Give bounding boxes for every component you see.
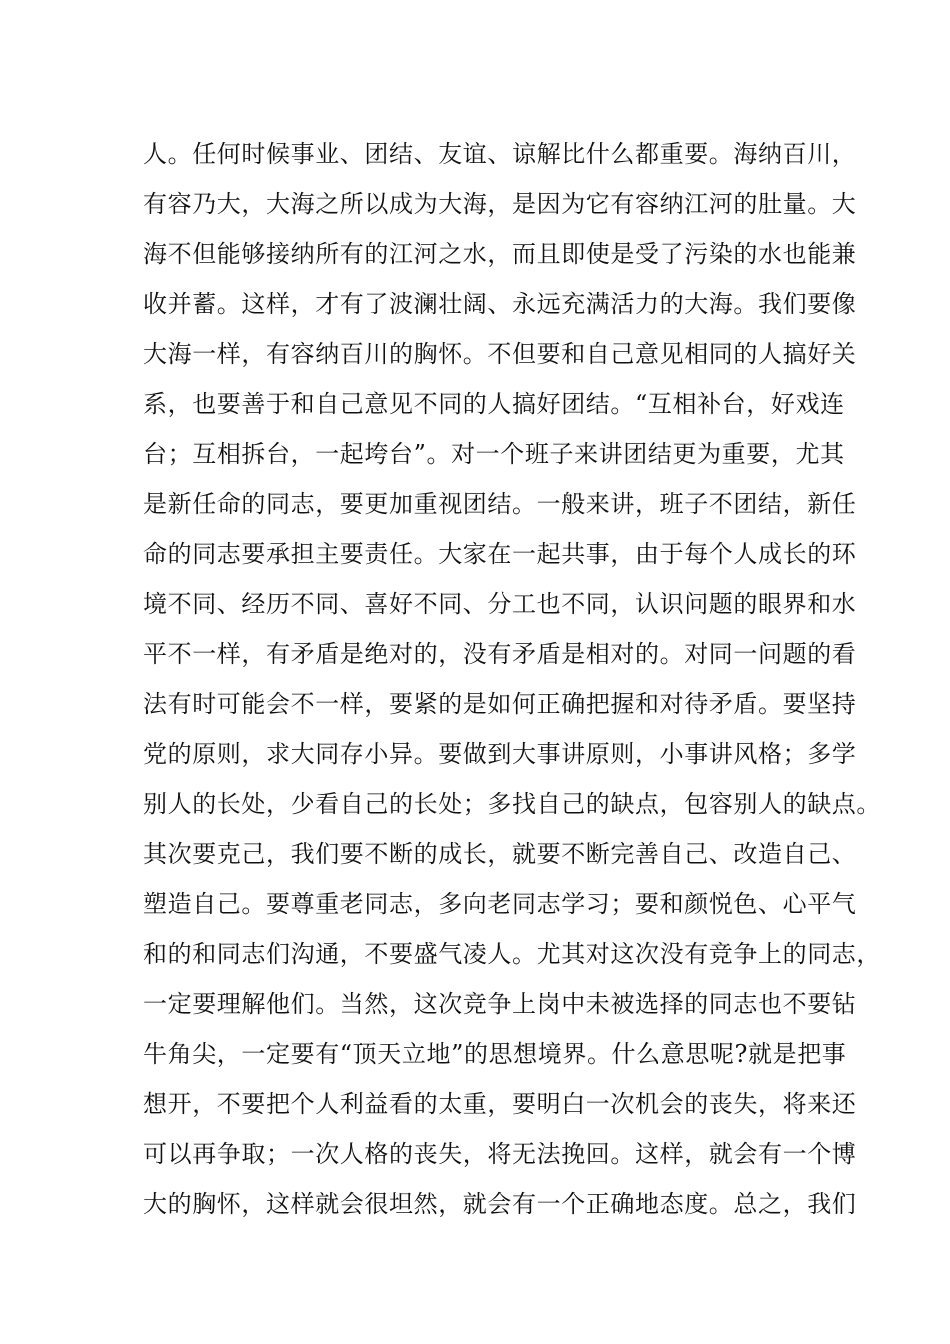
text-line: 一定要理解他们。当然，这次竞争上岗中未被选择的同志也不要钻 xyxy=(143,990,857,1018)
body-text xyxy=(143,129,881,1229)
text-line: 可以再争取；一次人格的丧失，将无法挽回。这样，就会有一个博 xyxy=(143,1140,857,1168)
text-line: 人。任何时候事业、团结、友谊、谅解比什么都重要。海纳百川， xyxy=(143,140,857,168)
text-line: 大的胸怀，这样就会很坦然，就会有一个正确地态度。总之，我们 xyxy=(143,1190,857,1218)
text-line: 塑造自己。要尊重老同志，多向老同志学习；要和颜悦色、心平气 xyxy=(143,890,857,918)
text-line: 别人的长处，少看自己的长处；多找自己的缺点，包容别人的缺点。 xyxy=(143,790,881,818)
text-line: 大海一样，有容纳百川的胸怀。不但要和自己意见相同的人搞好关 xyxy=(143,340,857,368)
text-line: 和的和同志们沟通，不要盛气凌人。尤其对这次没有竞争上的同志， xyxy=(143,940,881,968)
text-line: 党的原则，求大同存小异。要做到大事讲原则，小事讲风格；多学 xyxy=(143,740,857,768)
text-line: 海不但能够接纳所有的江河之水，而且即使是受了污染的水也能兼 xyxy=(143,240,857,268)
text-line: 台；互相拆台，一起垮台”。对一个班子来讲团结更为重要，尤其 xyxy=(143,440,845,468)
text-line: 是新任命的同志，要更加重视团结。一般来讲，班子不团结，新任 xyxy=(143,490,857,518)
text-line: 系，也要善于和自己意见不同的人搞好团结。“互相补台，好戏连 xyxy=(143,390,845,418)
text-line: 收并蓄。这样，才有了波澜壮阔、永远充满活力的大海。我们要像 xyxy=(143,290,857,318)
text-line: 牛角尖，一定要有“顶天立地”的思想境界。什么意思呢?就是把事 xyxy=(143,1040,847,1068)
text-line: 其次要克己，我们要不断的成长，就要不断完善自己、改造自己、 xyxy=(143,840,857,868)
text-line: 境不同、经历不同、喜好不同、分工也不同，认识问题的眼界和水 xyxy=(143,590,857,618)
text-line: 有容乃大，大海之所以成为大海，是因为它有容纳江河的肚量。大 xyxy=(143,190,857,218)
text-line: 法有时可能会不一样，要紧的是如何正确把握和对待矛盾。要坚持 xyxy=(143,690,857,718)
text-line: 平不一样，有矛盾是绝对的，没有矛盾是相对的。对同一问题的看 xyxy=(143,640,857,668)
text-line: 命的同志要承担主要责任。大家在一起共事，由于每个人成长的环 xyxy=(143,540,857,568)
text-line: 想开，不要把个人利益看的太重，要明白一次机会的丧失，将来还 xyxy=(143,1090,857,1118)
